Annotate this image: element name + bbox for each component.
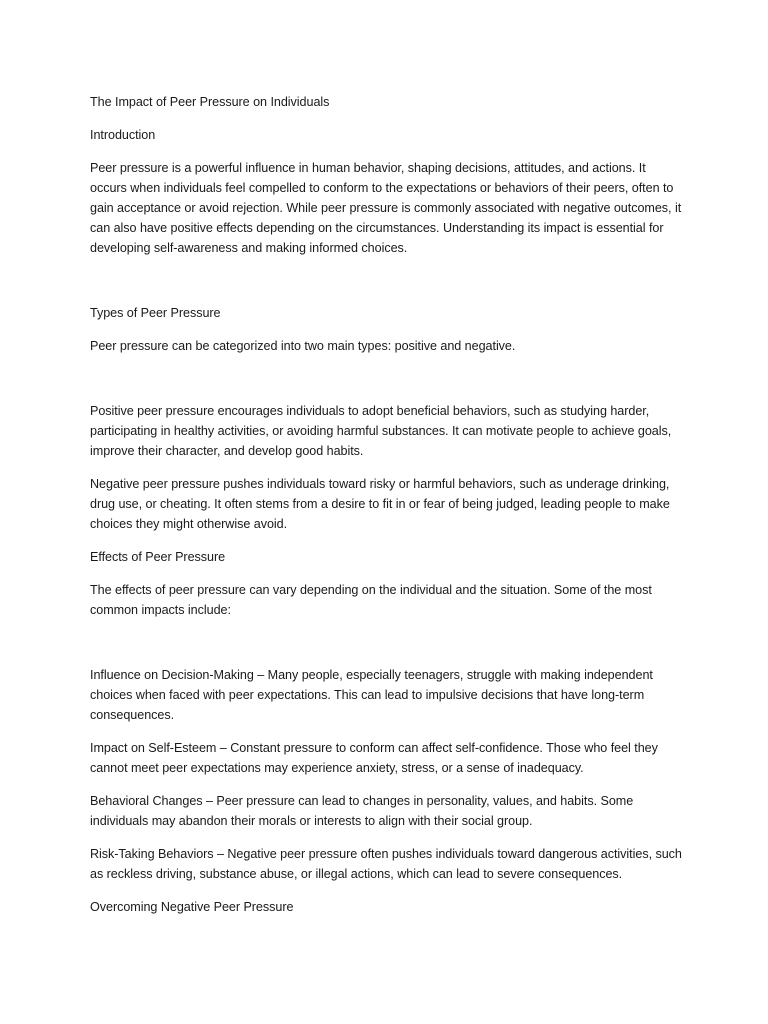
effect-item-self-esteem: Impact on Self-Esteem – Constant pressure to conform can affect self-confidence. Those who feel they cannot meet peer expectations may experience anxiety, stress, or a sense of inadequacy. bbox=[90, 741, 658, 775]
negative-peer-pressure-paragraph: Negative peer pressure pushes individuals toward risky or harmful behaviors, such as underage drinking, drug use, or cheating. It often stems from a desire to fit in or fear of being judged, leading people to make choices they might otherwise avoid. bbox=[90, 477, 670, 531]
effect-item-decision-making: Influence on Decision-Making – Many people, especially teenagers, struggle with making independent choices when faced with peer expectations. This can lead to impulsive decisions that have long-term consequences. bbox=[90, 668, 653, 722]
introduction-paragraph: Peer pressure is a powerful influence in human behavior, shaping decisions, attitudes, and actions. It occurs when individuals feel compelled to conform to the expectations or behaviors of their peers, often to gain acceptance or avoid rejection. While peer pressure is commonly associated with negative outcomes, it can also have positive effects depending on the circumstances. Understanding its impact is essential for developing self-awareness and making informed choices. bbox=[90, 161, 682, 255]
document-title: The Impact of Peer Pressure on Individuals bbox=[90, 95, 330, 109]
effect-item-behavioral-changes: Behavioral Changes – Peer pressure can lead to changes in personality, values, and habits. Some individuals may abandon their morals or interests to align with their social group. bbox=[90, 794, 634, 828]
overcoming-heading: Overcoming Negative Peer Pressure bbox=[90, 900, 294, 914]
introduction-heading: Introduction bbox=[90, 128, 156, 142]
types-intro-paragraph: Peer pressure can be categorized into two main types: positive and negative. bbox=[90, 339, 516, 353]
positive-peer-pressure-paragraph: Positive peer pressure encourages individuals to adopt beneficial behaviors, such as studying harder, participating in healthy activities, or avoiding harmful substances. It can motivate people to achieve goals, improve their character, and develop good habits. bbox=[90, 404, 672, 458]
types-heading: Types of Peer Pressure bbox=[90, 306, 221, 320]
effects-intro-paragraph: The effects of peer pressure can vary depending on the individual and the situation. Some of the most common impacts include: bbox=[90, 583, 652, 617]
effect-item-risk-taking: Risk-Taking Behaviors – Negative peer pressure often pushes individuals toward dangerous activities, such as reckless driving, substance abuse, or illegal actions, which can lead to severe consequences. bbox=[90, 847, 682, 881]
effects-heading: Effects of Peer Pressure bbox=[90, 550, 226, 564]
